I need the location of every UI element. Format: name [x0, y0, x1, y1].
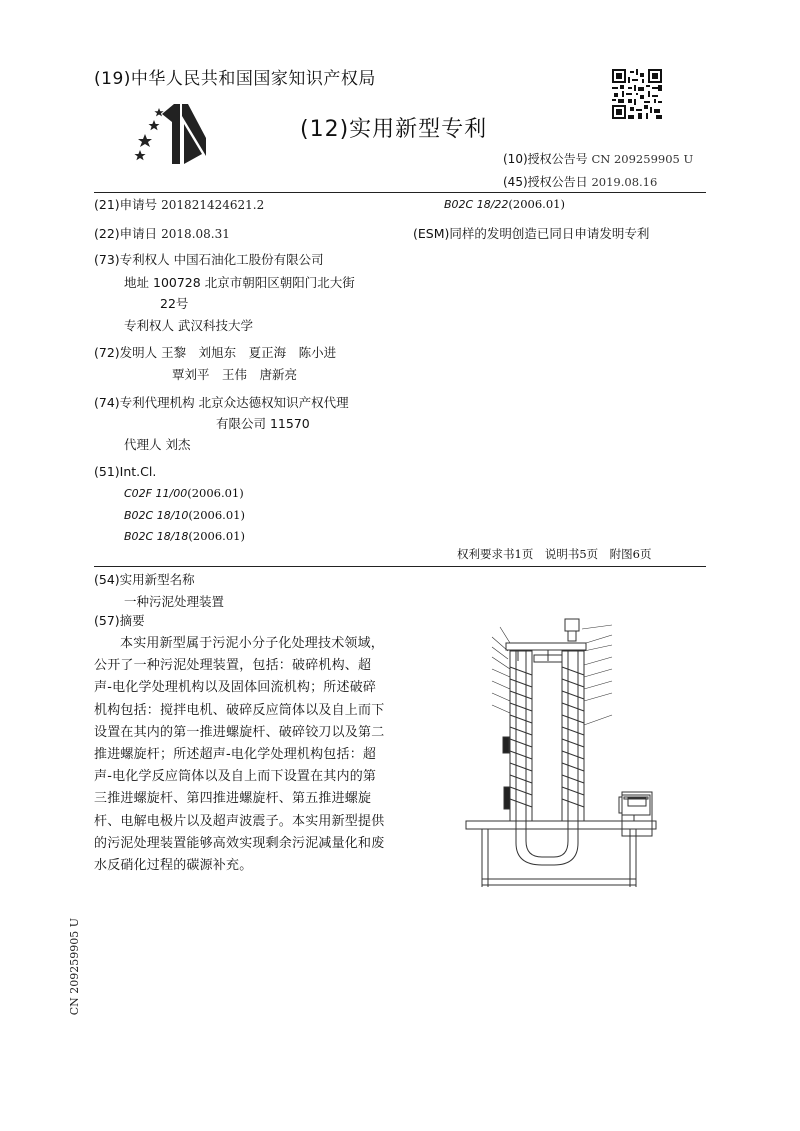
- application-number-row: [94, 197, 264, 213]
- publication-number: CN 209259905 U: [591, 152, 694, 166]
- intcl-code: B02C 18/10: [124, 509, 189, 522]
- intcl-code: B02C 18/18: [124, 530, 189, 543]
- agency-line1: 北京众达德权知识产权代理: [198, 395, 349, 410]
- inventors-label: (72)发明人: [94, 345, 158, 360]
- cnipa-logo: [132, 104, 212, 168]
- application-date: 2018.08.31: [161, 227, 230, 241]
- agency-line2: 有限公司 11570: [216, 416, 310, 431]
- utility-model-title: 一种污泥处理装置: [124, 594, 225, 609]
- fields-divider: [94, 566, 706, 567]
- publication-number-label: (10)授权公告号: [503, 152, 588, 166]
- document-type-title: (12)实用新型专利: [300, 117, 488, 142]
- application-date-row: [94, 226, 230, 242]
- intcl-entry: [124, 508, 245, 522]
- agent: 刘杰: [165, 437, 191, 452]
- patentee2-label: 专利权人: [124, 318, 175, 333]
- patentee2-row: [124, 318, 253, 334]
- utility-model-title-label: (54)实用新型名称: [94, 572, 195, 587]
- patentee-label: (73)专利权人: [94, 252, 170, 267]
- ipc-main-date: (2006.01): [508, 197, 565, 211]
- address-row: [124, 275, 355, 291]
- agency-row: [94, 395, 349, 411]
- inventors-row: [94, 345, 336, 361]
- intcl-label: (51)Int.Cl.: [94, 464, 157, 479]
- pages-info: 权利要求书1页 说明书5页 附图6页: [457, 547, 652, 561]
- side-publication-id: CN 209259905 U: [68, 918, 81, 1016]
- agency-label: (74)专利代理机构: [94, 395, 195, 410]
- application-date-label: (22)申请日: [94, 226, 158, 241]
- address-line2: 22号: [160, 296, 189, 311]
- intcl-date: (2006.01): [188, 508, 245, 522]
- patentee2: 武汉科技大学: [178, 318, 254, 333]
- intcl-date: (2006.01): [187, 486, 244, 500]
- issuing-office: (19)中华人民共和国国家知识产权局: [94, 69, 376, 89]
- ipc-main-code: B02C 18/22: [444, 198, 509, 211]
- agent-label: 代理人: [124, 437, 162, 452]
- address-line1: 100728 北京市朝阳区朝阳门北大街: [153, 275, 355, 290]
- publication-date-label: (45)授权公告日: [503, 175, 588, 189]
- intcl-code: C02F 11/00: [124, 487, 188, 500]
- intcl-entry: [124, 529, 245, 543]
- patentee-row: [94, 252, 324, 268]
- intcl-entry: [124, 486, 244, 500]
- address-label: 地址: [124, 275, 150, 290]
- inventors-line2: 覃刘平 王伟 唐新亮: [172, 367, 298, 382]
- application-number-label: (21)申请号: [94, 197, 158, 212]
- qr-code-icon: [612, 69, 662, 119]
- abstract-text: 本实用新型属于污泥小分子化处理技术领域，公开了一种污泥处理装置，包括：破碎机构、超声-电化学处理机构以及固体回流机构；所述破碎机构包括：搅拌电机、破碎反应筒体以及自上而下设置在其内的第一推进螺旋杆、破碎铰刀以及第二推进螺旋杆；所述超声-电化学处理机构包括：超声-电化学反应筒体以及自上而下设置在其内的第三推进螺旋杆、第四推进螺旋杆、第五推进螺旋杆、电解电极片以及超声波震子。本实用新型提供的污泥处理装置能够高效实现剩余污泥减量化和废水反硝化过程的碳源补充。: [94, 636, 385, 874]
- patentee: 中国石油化工股份有限公司: [173, 252, 324, 267]
- application-number: 201821424621.2: [161, 198, 265, 212]
- intcl-date: (2006.01): [188, 529, 245, 543]
- inventors-line1: 王黎 刘旭东 夏正海 陈小进: [161, 345, 337, 360]
- publication-date-row: [503, 173, 657, 190]
- esm-note: (ESM)同样的发明创造已同日申请发明专利: [413, 226, 650, 241]
- ipc-main-classification: [444, 197, 565, 211]
- agent-row: [124, 437, 191, 453]
- abstract-label: (57)摘要: [94, 613, 145, 628]
- header-divider: [94, 192, 706, 193]
- publication-date: 2019.08.16: [591, 175, 658, 189]
- control-box-icon: [618, 790, 658, 838]
- patent-drawing: [462, 617, 662, 895]
- publication-number-row: [503, 150, 693, 167]
